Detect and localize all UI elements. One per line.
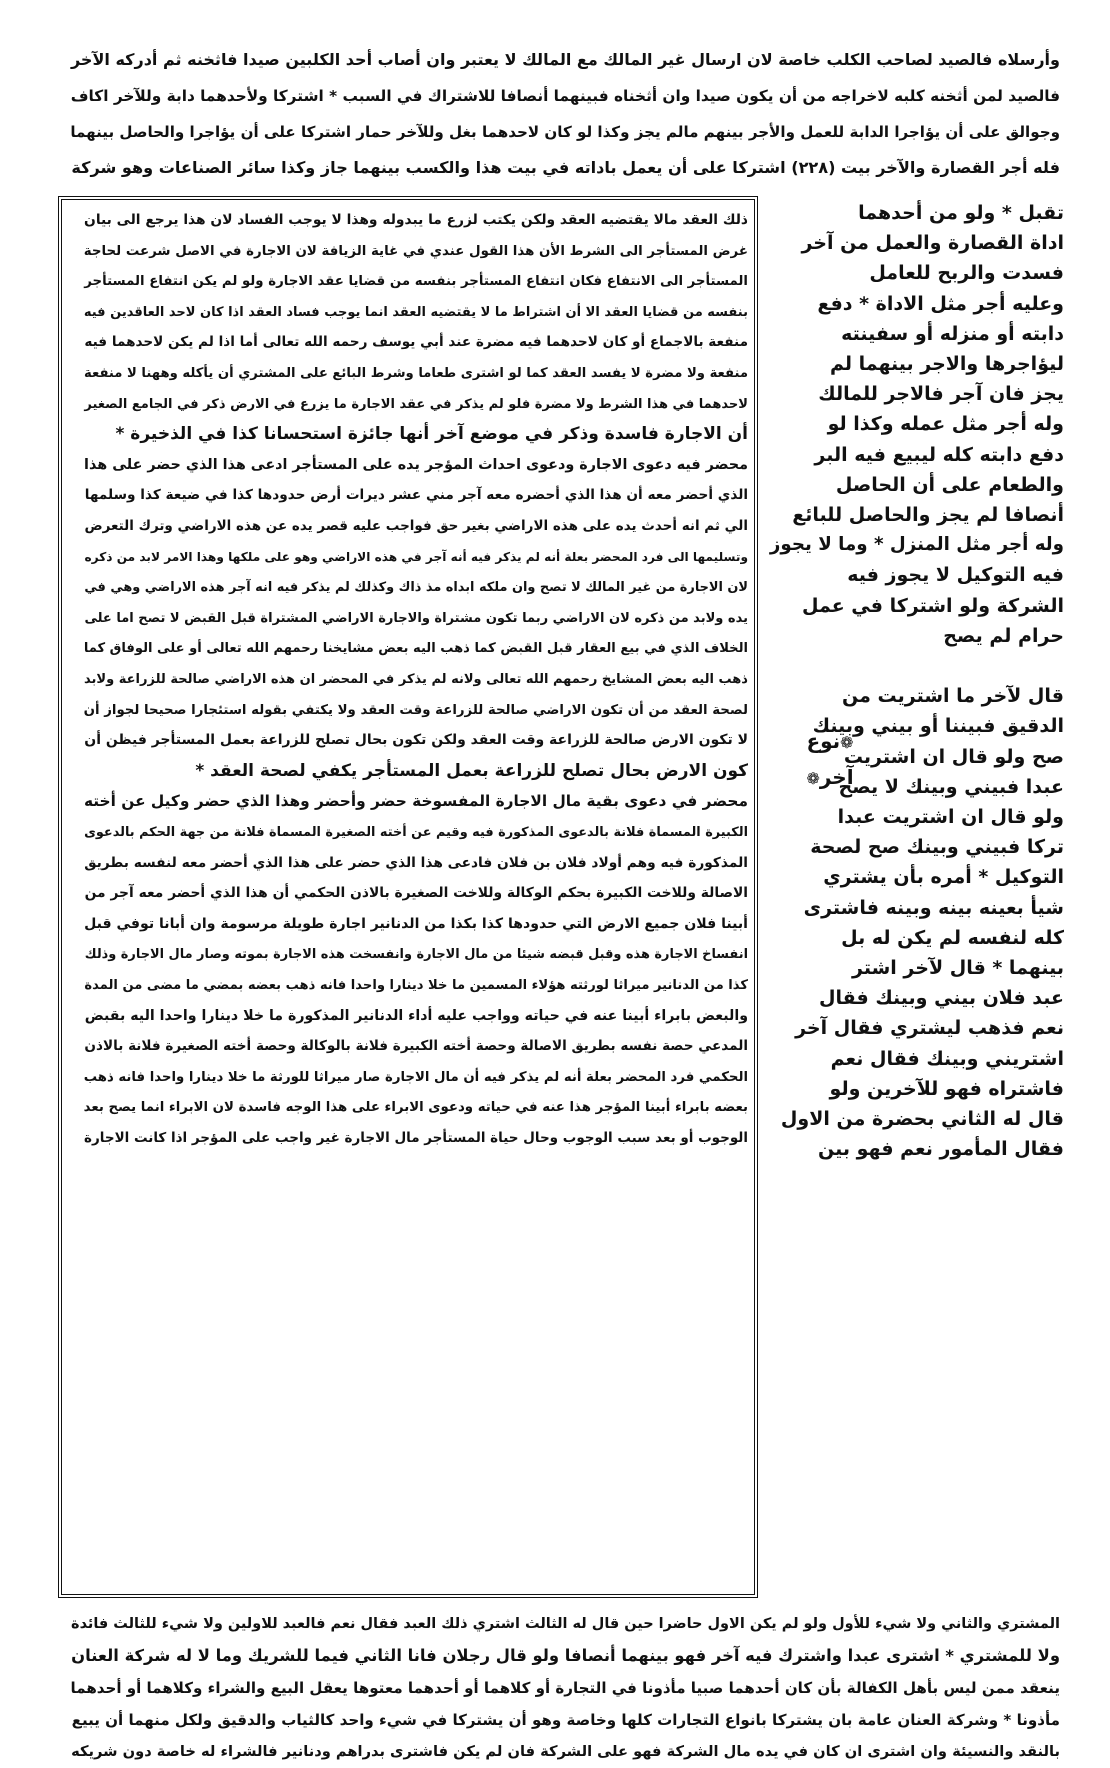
text-line: وجوالق على أن يؤاجرا الدابة للعمل والأجر بينهم مالم يجز وكذا لو كان لاحدهما بغل وللآخر حمار اشتركا على أن يؤاجرا والحاصل بينهما: [70, 123, 1060, 141]
text-line: ولا للمشتري * اشترى عبدا واشترك فيه آخر فهو بينهما أنصافا ولو قال رجلان فانا الثاني فيما للشريك وما لا له شركة العنان: [71, 1646, 1060, 1665]
text-line: ذهب اليه بعض المشايخ رحمهم الله تعالى ولانه لم يذكر في المحضر ان هذه الاراضي صالحة للزراعة ولابد: [84, 672, 748, 687]
text-line: بنفسه من قضايا العقد الا أن اشتراط ما لا يقتضيه العقد انما يوجب فساد العقد اذا كان لاحد العاقدين فيه: [83, 304, 748, 320]
text-line: وله أجر مثل عمله وكذا لو: [827, 413, 1064, 436]
text-line: المذكورة فيه وهم أولاد فلان بن فلان فادعى هذا الذي حضر على هذا الذي أحضر معه لنفسه بطريق: [84, 854, 748, 871]
text-line: وتسليمها الى فرد المحضر بعلة أنه لم يذكر فيه أنه آجر في هذه الاراضي وهو على ملكها وهذا الامر لابد من ذكره: [84, 549, 748, 564]
text-line: كون الارض بحال تصلح للزراعة بعمل المستأجر يكفي لصحة العقد *: [195, 760, 748, 781]
side-heading-text: نوع آخر: [806, 729, 854, 789]
text-line: أبينا فلان جميع الارض التي حدودها كذا بكذا من الدنانير اجارة طويلة مرسومة وان أبانا توفي قبل: [84, 915, 748, 932]
ornament-icon: ❁: [840, 733, 854, 752]
text-line: قال له الثاني بحضرة من الاول: [780, 1108, 1064, 1130]
text-line: بالنقد والنسيئة وان اشترى ان كان في يده مال الشركة فهو على الشركة فان لم يكن فاشترى بدراهم ودنانير فالشراء له خاصة دون شريكه: [71, 1743, 1060, 1760]
text-line: بعضه بابراء أبينا المؤجر هذا عنه في حياته ودعوى الابراء على هذا الوجه فاسدة لان الابراء انما يصح بعد: [83, 1100, 748, 1116]
text-line: قال لآخر ما اشتريت من: [842, 685, 1064, 708]
text-line: وأرسلاه فالصيد لصاحب الكلب خاصة لان ارسال غير المالك مع المالك لا يعتبر وان أصاب أحد الكلبين صيدا فاثخنه ثم أدركه الآخر: [70, 50, 1060, 69]
text-line: الحكمي فرد المحضر بعلة أنه لم يذكر فيه أن مال الاجارة صار ميراثا للورثة ما خلا دينارا واحدا فانه ذهب: [83, 1069, 748, 1085]
text-line: الوجوب أو بعد سبب الوجوب وحال حياة المستأجر مال الاجارة غير واجب على المؤجر اذا كانت الاجارة: [84, 1130, 748, 1146]
text-line: اشتريني وبينك فقال نعم: [830, 1047, 1064, 1070]
text-line: لان الاجارة من غير المالك لا تصح وان ملكه ابداه مذ ذاك وكذلك لم يذكر فيه انه آجر هذه الاراضي وهي في: [84, 580, 748, 596]
text-line: اداة القصارة والعمل من آخر: [801, 232, 1064, 255]
text-line: بينهما * قال لآخر اشتر: [852, 957, 1064, 979]
text-line: الكبيرة المسماة فلانة بالدعوى المذكورة فيه وقيم عن أخته الصغيرة المسماة فلانة من جهة الحكم بالدعوى: [84, 825, 748, 840]
text-line: كله لنفسه لم يكن له بل: [841, 926, 1064, 949]
text-line: دفع دابته كله ليبيع فيه البر: [814, 443, 1064, 466]
text-line: فقال المأمور نعم فهو بين: [818, 1138, 1064, 1161]
text-line: وعليه أجر مثل الاداة * دفع: [817, 292, 1064, 315]
text-line: لا تكون الارض صالحة للزراعة وقت العقد ولكن تكون بحال تصلح للزراعة بعمل المستأجر فيظن أن: [84, 732, 748, 749]
text-line: الذي أحضر معه أن هذا الذي أحضره معه آجر مني عشر ديرات أرض حدودها كذا في ضيعة كذا وسلمها: [84, 487, 748, 504]
text-line: لصحة العقد من أن تكون الاراضي صالحة للزراعة وقت العقد ولا يكتفي بقوله استئجارا صحيحا لجواز أن: [83, 702, 748, 718]
text-line: عبد فلان بيني وبينك فقال: [818, 987, 1064, 1010]
text-line: يجز فان آجر فالاجر للمالك: [818, 383, 1064, 406]
text-line: دابته أو منزله أو سفينته: [841, 322, 1064, 345]
text-line: تقبل * ولو من أحدهما: [858, 202, 1064, 224]
text-line: والبعض بابراء أبينا عنه في حياته وواجب عليه أداء الدنانير المذكورة ما خلا دينارا واحدا اليه بقبض: [84, 1007, 748, 1024]
text-line: تركا فبيني وبينك صح لصحة: [810, 836, 1064, 859]
text-line: المستأجر الى الانتفاع فكان انتفاع المستأجر بنفسه من قضايا عقد الاجارة ولو لم يكن انتفاع المستأجر: [84, 274, 748, 290]
text-line: أنصافا لم يجز والحاصل للبائع: [792, 504, 1064, 526]
text-line: فسدت والربح للعامل: [869, 262, 1064, 285]
text-line: عبدا فبيني وبينك لا يصح: [838, 775, 1064, 798]
text-line: صح ولو قال ان اشتريت: [843, 745, 1064, 768]
text-line: فيه التوكيل لا يجوز فيه: [847, 564, 1064, 587]
text-line: حرام لم يصح: [943, 624, 1064, 647]
text-line: فله أجر القصارة والآخر بيت (٢٢٨) اشتركا على أن يعمل باداته في بيت هذا والكسب بينهما جاز وكذا سائر الصناعات وهو شركة: [71, 158, 1060, 177]
text-line: والطعام على أن الحاصل: [835, 473, 1064, 496]
side-section-heading: [780, 724, 880, 789]
text-line: التوكيل * أمره بأن يشتري: [823, 866, 1064, 889]
text-line: كذا من الدنانير ميراثا لورثته هؤلاء المسمين ما خلا دينارا واحدا فانه ذهب بعضه بمضي ما مضى من المدة: [84, 978, 748, 993]
text-line: الدقيق فبيننا أو بيني وبينك: [812, 715, 1064, 738]
text-line: وله أجر مثل المنزل * وما لا يجوز: [769, 534, 1064, 556]
text-line: منفعة ولا مضرة لا يفسد العقد كما لو اشترى طعاما وشرط البائع على المشتري أن يأكله وههنا لا منفعة: [84, 366, 748, 381]
text-line: ينعقد ممن ليس بأهل الكفالة بأن كان أحدهما صبيا مأذونا في التجارة أو كلاهما أو أحدهما معتوها يعقل البيع والشراء وكلاهما أو أحدهما: [70, 1679, 1060, 1697]
text-line: الخلاف الذي في بيع العقار قبل القبض كما ذهب اليه بعض مشايخنا رحمهم الله تعالى أو على الوفاق كما: [83, 641, 748, 657]
text-line: فاشتراه فهو للآخرين ولو: [829, 1077, 1064, 1100]
text-line: ليؤاجرها والاجر بينهما لم: [829, 353, 1064, 375]
text-line: ولو قال ان اشتريت عبدا: [837, 806, 1064, 828]
text-line: مأذونا * وشركة العنان عامة بان يشتركا بانواع التجارات كلها وخاصة وهو أن يشتركا في شيء واحد كالثياب والدقيق ولكل منهما أن يبيع: [71, 1711, 1060, 1729]
text-line: محضر في دعوى بقية مال الاجارة المفسوخة حضر وأحضر وهذا الذي حضر وكيل عن أخته: [83, 792, 748, 811]
text-line: لاحدهما في هذا الشرط ولا مضرة فلو لم يذكر في عقد الاجارة ما يزرع في الارض ذكر في الجامع الصغير: [84, 396, 748, 412]
text-line: المدعي حصة نفسه بطريق الاصالة وحصة أخته الكبيرة فلانة بالوكالة وحصة أخته الصغيرة فلانة بالاذن: [84, 1038, 748, 1055]
text-line: أن الاجارة فاسدة وذكر في موضع آخر أنها جائزة استحسانا كذا في الذخيرة *: [115, 424, 748, 445]
text-line: الشركة ولو اشتركا في عمل: [802, 594, 1064, 617]
text-line: الي ثم انه أحدث يده على هذه الاراضي بغير حق فواجب عليه قصر يده عن هذه الاراضي وترك التعرض: [84, 518, 748, 534]
text-line: شيأ بعينه بينه وبينه فاشترى: [803, 896, 1064, 919]
text-line: منفعة بالاجماع أو كان لاحدهما فيه مضرة عند أبي يوسف رحمه الله تعالى أما اذا لم يكن لاحدهما فيه: [84, 334, 748, 351]
text-line: فالصيد لمن أثخنه كلبه لاخراجه من أن يكون صيدا وان أثخناه فبينهما أنصافا للاشتراك في السبب * اشتركا ولأحدهما دابة وللآخر اكاف: [70, 87, 1060, 105]
text-line: غرض المستأجر الى الشرط الأن هذا القول عندي في غاية الزيافة لان الاجارة في الاصل شرعت لحاجة: [83, 243, 748, 259]
text-line: ذلك العقد مالا يقتضيه العقد ولكن يكتب لزرع ما يبدوله وهذا لا يوجب الفساد لان هذا يرجع الى بيان: [84, 212, 748, 228]
text-line: محضر فيه دعوى الاجارة ودعوى احداث المؤجر يده على المستأجر ادعى هذا الذي حضر على هذا: [84, 456, 748, 473]
text-line: نعم فذهب ليشتري فقال آخر: [795, 1017, 1064, 1040]
ornament-icon: ❁: [806, 769, 820, 788]
text-line: يده ولابد من ذكره لان الاراضي ربما تكون مشتراة والاجارة الاراضي المشتراة قبل القبض لا تصح اما على: [84, 610, 748, 626]
text-line: انفساخ الاجارة هذه وقبل قبضه شيئا من مال الاجارة وانفسخت هذه الاجارة بموته وصار مال الاجارة وذلك: [84, 947, 748, 963]
text-line: المشتري والثاني ولا شيء للأول ولو لم يكن الاول حاضرا حين قال له الثالث اشتري ذلك العبد فقال نعم فالعبد للاولين ولا شيء للثالث فائدة: [71, 1616, 1060, 1632]
text-line: الاصالة وللاخت الكبيرة بحكم الوكالة وللاخت الصغيرة بالاذن الحكمي أن هذا الذي أحضر معه آجر من: [84, 885, 748, 902]
